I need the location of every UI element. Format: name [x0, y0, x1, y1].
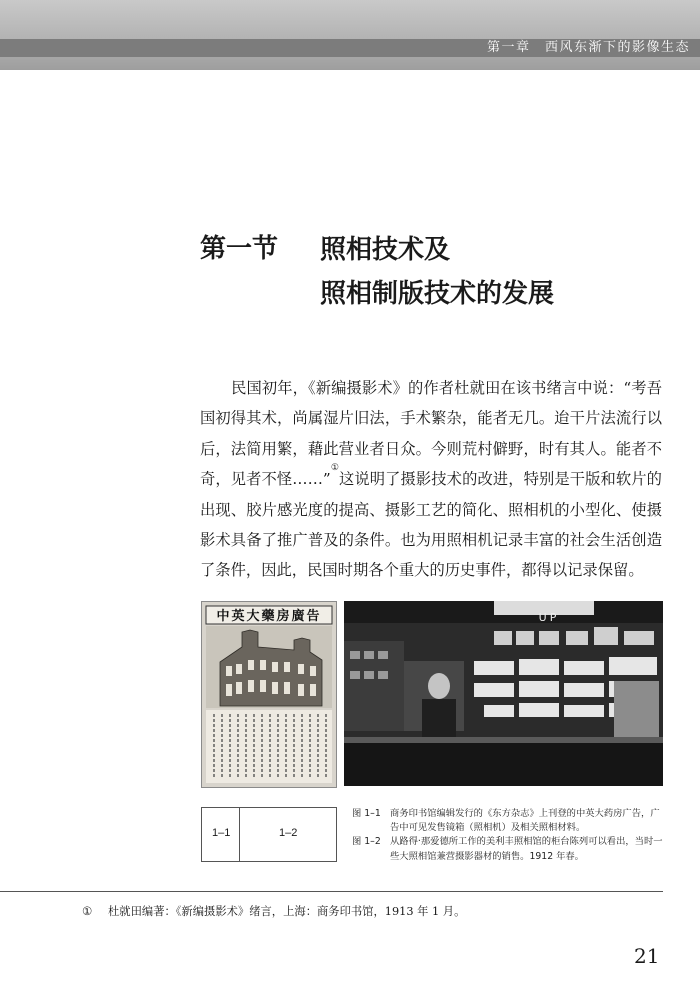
- body-text-part-1: 民国初年，《新编摄影术》的作者杜就田在该书绪言中说：“考吾国初得其术，尚属湿片旧法，手术繁杂，能者无几。迨干片法流行以后，法简用繁，藉此营业者日众。今则荒村僻野，时有其人。能者不奇，见者不怪……”: [200, 379, 662, 489]
- caption-1-2: [352, 835, 664, 863]
- figure-captions: [352, 807, 664, 864]
- header-bar: [0, 0, 700, 70]
- section-title-line-2: 照相制版技术的发展: [320, 279, 555, 309]
- shop-counter-illustration: [344, 601, 663, 786]
- figure-1-2-shop-counter-photo: [344, 601, 663, 786]
- footnote-divider: [0, 891, 663, 892]
- section-number: 第一节: [200, 234, 279, 264]
- body-text-part-2: 这说明了摄影技术的改进，特别是干版和软片的出现、胶片感光度的提高、摄影工艺的简化、照相机的小型化、使摄影术具备了推广普及的条件。也为用照相机记录丰富的社会生活创造了条件，因此，民国时期各个重大的历史事件，都得以记录保留。: [200, 470, 662, 580]
- advertisement-illustration: [202, 602, 336, 787]
- caption-1-1: [352, 807, 664, 835]
- page-number: 21: [634, 944, 660, 968]
- caption-label: 图 1–1: [352, 808, 381, 819]
- footnote: [82, 903, 465, 919]
- footnote-text: 杜就田编著：《新编摄影术》绪言，上海：商务印书馆，1913 年 1 月。: [108, 905, 466, 918]
- legend-divider: [239, 808, 240, 861]
- caption-label: 图 1–2: [352, 836, 381, 848]
- section-title: [320, 228, 554, 316]
- shop-sign-text: UP: [538, 611, 560, 624]
- advertisement-heading: 中英大藥房廣告: [216, 609, 322, 624]
- legend-label-1-2: 1–2: [279, 827, 298, 839]
- section-title-line-1: 照相技术及: [320, 235, 451, 265]
- caption-text: 从路得·那爱德所工作的美利丰照相馆的柜台陈列可以看出，当时一些大照相馆兼营摄影器材的销售。1912 年春。: [390, 836, 663, 862]
- footnote-mark: ①: [82, 905, 93, 918]
- figure-1-1-advertisement-photo: [201, 601, 337, 788]
- chapter-title: 第一章 西风东渐下的影像生态: [486, 40, 690, 55]
- caption-text: 商务印书馆编辑发行的《东方杂志》上刊登的中英大药房广告，广告中可见发售镜箱（照相机）及相关照相材料。: [390, 808, 660, 834]
- body-paragraph: [200, 373, 662, 586]
- legend-label-1-1: 1–1: [212, 827, 231, 839]
- figure-layout-legend: [201, 807, 337, 862]
- footnote-reference[interactable]: ①: [330, 463, 339, 474]
